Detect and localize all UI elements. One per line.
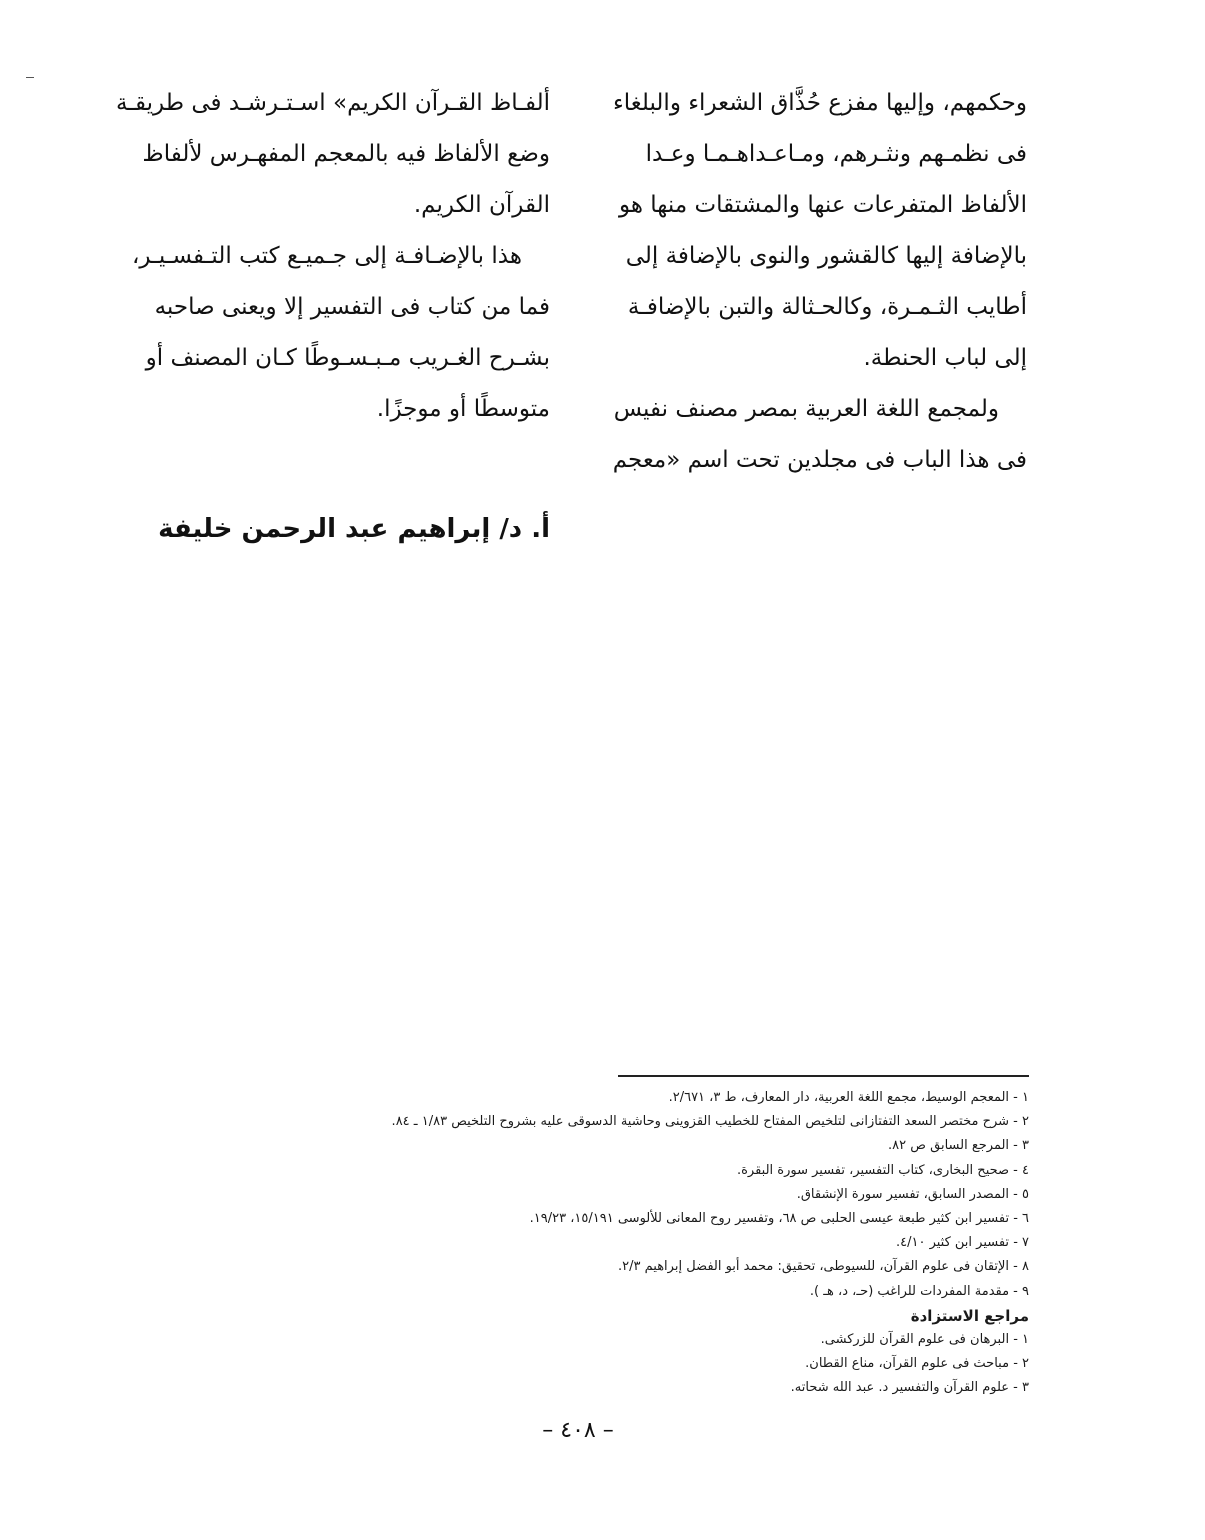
body-line: بالإضافة إليها كالقشور والنوى بالإضافة إلى — [625, 243, 1027, 269]
body-line: فى هذا الباب فى مجلدين تحت اسم «معجم — [612, 447, 1027, 473]
body-line: وحكمهم، وإليها مفزع حُذَّاق الشعراء والبلغاء — [612, 90, 1027, 116]
body-line: أطايب الثـمـرة، وكالحـثالة والتبن بالإضافـة — [627, 294, 1027, 320]
body-line: إلى لباب الحنطة. — [863, 345, 1027, 371]
footnote: ٥ - المصدر السابق، تفسير سورة الإنشقاق. — [796, 1186, 1029, 1202]
footnote: ٦ - تفسير ابن كثير طبعة عيسى الحلبى ص ٦٨، وتفسير روح المعانى للألوسى ١٥/١٩١، ١٩/٢٣. — [529, 1211, 1029, 1227]
body-line: القرآن الكريم. — [413, 192, 550, 218]
footnotes-block — [229, 1086, 1029, 1401]
body-line: ولمجمع اللغة العربية بمصر مصنف نفيس — [613, 396, 999, 422]
footnote: ١ - المعجم الوسيط، مجمع اللغة العربية، دار المعارف، ط ٣، ٢/٦٧١. — [668, 1090, 1029, 1105]
scan-speck — [26, 77, 34, 78]
body-line: ألفـاظ القـرآن الكريم» اسـتـرشـد فى طريقـة — [115, 90, 550, 116]
body-line: بشـرح الغـريب مـبـسـوطًا كـان المصنف أو — [145, 345, 550, 371]
body-line: وضع الألفاظ فيه بالمعجم المفهـرس لألفاظ — [142, 141, 550, 167]
footnote: ٤ - صحيح البخارى، كتاب التفسير، تفسير سورة البقرة. — [736, 1162, 1029, 1178]
footnote: ٨ - الإتقان فى علوم القرآن، للسيوطى، تحقيق: محمد أبو الفضل إبراهيم ٢/٣. — [617, 1259, 1029, 1275]
footnote-separator — [618, 1075, 1029, 1077]
footnote: ٢ - شرح مختصر السعد التفتازانى لتلخيص المفتاح للخطيب القزوينى وحاشية الدسوقى عليه بشروح التلخيص ١/٨٣ ـ ٨٤. — [391, 1114, 1029, 1130]
footnote: ٣ - المرجع السابق ص ٨٢. — [888, 1138, 1029, 1154]
footnote: ٩ - مقدمة المفردات للراغب (حـ، د، هـ ). — [809, 1283, 1029, 1299]
page-number: – ٤٠٨ – — [542, 1418, 614, 1443]
body-line: الألفاظ المتفرعات عنها والمشتقات منها هو — [618, 192, 1027, 218]
further-reading-item: ١ - البرهان فى علوم القرآن للزركشى. — [820, 1332, 1029, 1348]
further-reading-item: ٢ - مباحث فى علوم القرآن، مناع القطان. — [805, 1356, 1029, 1372]
body-line: فما من كتاب فى التفسير إلا ويعنى صاحبه — [154, 294, 550, 320]
body-line: فى نظمـهم ونثـرهم، ومـاعـداهـمـا وعـدا — [645, 141, 1027, 167]
body-line: هذا بالإضـافـة إلى جـميـع كتب التـفسـيـر، — [132, 243, 522, 269]
further-reading-heading: مراجع الاستزادة — [910, 1306, 1029, 1325]
author-signature: أ. د/ إبراهيم عبد الرحمن خليفة — [158, 514, 550, 544]
body-column-right — [607, 78, 1027, 486]
body-column-left — [115, 78, 550, 435]
footnote: ٧ - تفسير ابن كثير ٤/١٠. — [895, 1235, 1029, 1251]
further-reading-item: ٣ - علوم القرآن والتفسير د. عبد الله شحاته. — [790, 1380, 1029, 1396]
body-line: متوسطًا أو موجزًا. — [376, 396, 550, 422]
